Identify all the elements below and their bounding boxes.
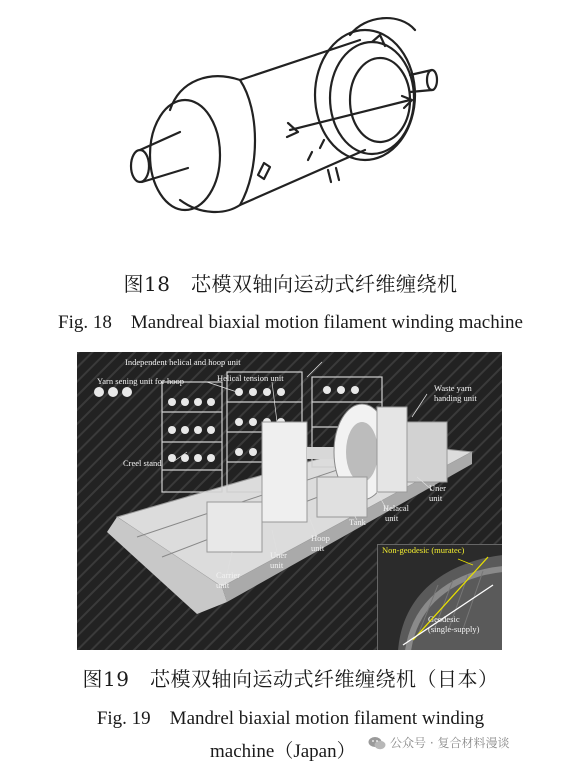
- label-independent-unit: Independent helical and hoop unit: [125, 357, 241, 367]
- watermark-text: 公众号 · 复合材料漫谈: [390, 736, 510, 750]
- label-helical-tension-unit: Helical tension unit: [217, 373, 284, 383]
- label-non-geodesic: Non-geodesic (muratec): [382, 545, 465, 555]
- label-waste-yarn-1: Waste yarn: [434, 383, 472, 393]
- figure19-caption-cn: 图19 芯模双轴向运动式纤维缠绕机（日本）: [82, 667, 499, 691]
- label-geodesic-a: Geodesic: [428, 614, 460, 624]
- label-uner-unit-2a: Uner: [270, 550, 287, 560]
- label-creel-stand: Creel stand: [123, 458, 162, 468]
- label-uner-unit-1a: Uner: [429, 483, 446, 493]
- watermark: [368, 734, 509, 751]
- inset-mandrel-illustration: [378, 545, 502, 650]
- label-yarn-sening-unit: Yarn sening unit for hoop: [97, 376, 184, 386]
- inset-photo: [377, 544, 502, 650]
- wechat-icon: [368, 736, 386, 750]
- figure19-caption-en-line1: Fig. 19 Mandrel biaxial motion filament winding: [96, 708, 485, 729]
- label-carrier-unit-b: unit: [216, 580, 230, 590]
- label-uner-unit-1b: unit: [429, 493, 443, 503]
- label-waste-yarn-2: handing unit: [434, 393, 477, 403]
- label-helacal-unit-a: Helacal: [383, 503, 409, 513]
- figure18-sketch: [110, 0, 450, 250]
- figure18-caption-cn: 图18 芯模双轴向运动式纤维缠绕机: [123, 272, 458, 296]
- figure19-caption-en-line2: machine（Japan）: [210, 741, 356, 762]
- label-tank: Tank: [349, 517, 366, 527]
- label-hoop-unit-b: unit: [311, 543, 325, 553]
- label-uner-unit-2b: unit: [270, 560, 284, 570]
- figure19-photo: [77, 352, 502, 650]
- label-carrier-unit-a: Carrier: [216, 570, 241, 580]
- figure18-caption-en: Fig. 18 Mandreal biaxial motion filament winding machine: [58, 312, 523, 333]
- label-hoop-unit-a: Hoop: [311, 533, 330, 543]
- label-geodesic-b: (single-supply): [428, 624, 480, 634]
- label-helacal-unit-b: unit: [385, 513, 399, 523]
